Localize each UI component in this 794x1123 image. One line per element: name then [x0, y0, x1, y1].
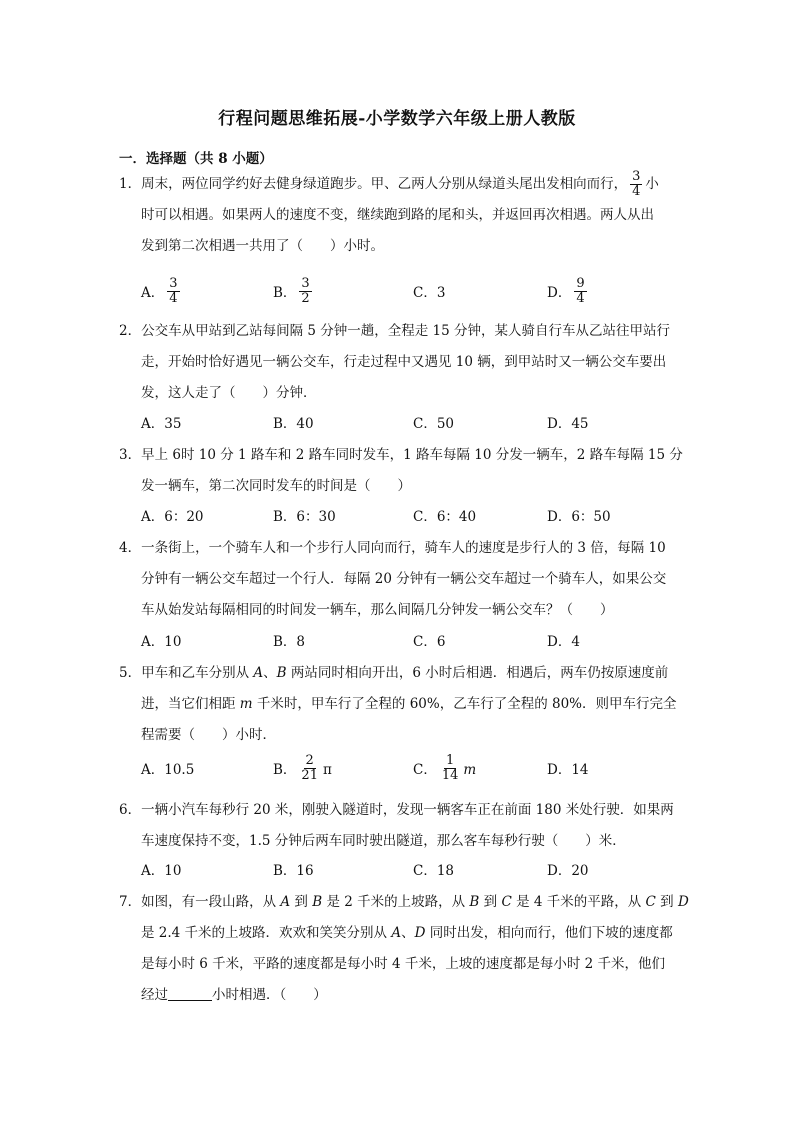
question-1-line-1: 1．周末，两位同学约好去健身绿道跑步。甲、乙两人分别从绿道头尾出发相向而行， $\frac{3}{4}$ 小 — [119, 169, 659, 199]
question-4-line-1: 4．一条街上，一个骑车人和一个步行人同向而行，骑车人的速度是步行人的 3 倍，每隔 10 — [119, 540, 666, 556]
option-d[interactable]: D．20 — [547, 863, 589, 879]
option-d[interactable]: D．4 — [547, 634, 580, 650]
question-2-line-1: 2．公交车从甲站到乙站每间隔 5 分钟一趟，全程走 15 分钟，某人骑自行车从乙站往甲站行 — [119, 323, 671, 339]
question-5-line-1: 5．甲车和乙车分别从 A、B 两站同时相向开出，6 小时后相遇．相遇后，两车仍按原速度前 — [119, 665, 669, 681]
question-7-line-1: 7．如图，有一段山路，从 A 到 B 是 2 千米的上坡路，从 B 到 C 是 4 千米的平路，从 C 到 D — [119, 894, 689, 910]
question-1-line-2: 时可以相遇。如果两人的速度不变，继续跑到路的尾和头，并返回再次相遇。两人从出 — [141, 207, 654, 223]
question-7 — [119, 887, 689, 1011]
option-b[interactable]: B．8 — [273, 634, 306, 650]
question-1-line-3: 发到第二次相遇一共用了（ ）小时。 — [141, 238, 384, 254]
option-a[interactable]: A．10.5 — [141, 762, 195, 778]
question-6 — [119, 795, 685, 857]
question-7-line-3: 是每小时 6 千米，平路的速度都是每小时 4 千米，上坡的速度都是每小时 2 千米，他们 — [141, 956, 666, 972]
answer-blank[interactable] — [168, 984, 212, 1001]
option-a[interactable]: A． $\frac{3}{4}$ — [141, 276, 178, 306]
question-5-line-3: 程需要（ ）小时． — [141, 727, 276, 743]
question-3-line-1: 3．早上 6时 10 分 1 路车和 2 路车同时发车，1 路车每隔 10 分发一辆车，2 路车每隔 15 分 — [119, 447, 683, 463]
question-5-line-2: 进，当它们相距 m 千米时，甲车行了全程的 60%，乙车行了全程的 80%．则甲车行完全 — [141, 696, 677, 712]
option-b[interactable]: B．40 — [273, 416, 314, 432]
question-2-line-2: 走，开始时恰好遇见一辆公交车，行走过程中又遇见 10 辆，到甲站时又一辆公交车要出 — [141, 354, 667, 370]
option-a[interactable]: A．10 — [141, 863, 182, 879]
option-c[interactable]: C．3 — [413, 285, 446, 301]
question-7-line-2: 是 2.4 千米的上坡路．欢欢和笑笑分别从 A、D 同时出发，相向而行，他们下坡的速度都 — [141, 925, 673, 941]
question-3-line-2: 发一辆车，第二次同时发车的时间是（ ） — [141, 478, 411, 494]
option-c[interactable]: C．50 — [413, 416, 455, 432]
page-title: 行程问题思维拓展-小学数学六年级上册人教版 — [218, 109, 576, 129]
option-c[interactable]: C．6 — [413, 634, 446, 650]
option-c[interactable]: C．6：40 — [413, 509, 477, 525]
option-b[interactable]: B．6：30 — [273, 509, 336, 525]
question-2-line-3: 发，这人走了（ ）分钟． — [141, 385, 317, 401]
question-4-line-3: 车从始发站每隔相同的时间发一辆车，那么间隔几分钟发一辆公交车？（ ） — [141, 602, 614, 618]
option-b[interactable]: B．16 — [273, 863, 314, 879]
question-4 — [119, 533, 685, 626]
fraction: $\frac{9}{4}$ — [576, 276, 585, 306]
question-7-line-4: 经过 小时相遇．（ ） — [119, 980, 685, 1011]
option-b[interactable]: B． $\frac{3}{2}$ — [273, 276, 310, 306]
question-6-line-1: 6．一辆小汽车每秒行 20 米，刚驶入隧道时，发现一辆客车正在前面 180 米处行驶．如果两 — [119, 802, 674, 818]
fraction: $\frac{2}{21}$ — [301, 753, 318, 783]
question-3 — [119, 440, 685, 502]
fraction: $\frac{3}{4}$ — [169, 276, 178, 306]
option-c[interactable]: C． $\frac{1}{14}$ m — [413, 753, 477, 783]
section-heading: 一．选择题（共 8 小题） — [119, 151, 273, 167]
question-6-line-2: 车速度保持不变，1.5 分钟后两车同时驶出隧道，那么客车每秒行驶（ ）米． — [141, 833, 626, 849]
option-a[interactable]: A．10 — [141, 634, 182, 650]
fraction: $\frac{3}{2}$ — [301, 276, 310, 306]
option-a[interactable]: A．35 — [141, 416, 182, 432]
question-4-line-2: 分钟有一辆公交车超过一个行人．每隔 20 分钟有一辆公交车超过一个骑车人，如果公交 — [141, 571, 667, 587]
question-1 — [119, 169, 685, 262]
option-c[interactable]: C．18 — [413, 863, 455, 879]
option-d[interactable]: D．6：50 — [547, 509, 611, 525]
fraction: $\frac{1}{14}$ — [441, 753, 459, 783]
fraction: $\frac{3}{4}$ — [632, 169, 641, 199]
option-a[interactable]: A．6：20 — [141, 509, 204, 525]
option-b[interactable]: B． $\frac{2}{21}$ π — [273, 753, 332, 783]
question-2 — [119, 316, 685, 409]
option-d[interactable]: D．14 — [547, 762, 589, 778]
option-d[interactable]: D． $\frac{9}{4}$ — [547, 276, 585, 306]
option-d[interactable]: D．45 — [547, 416, 589, 432]
question-5 — [119, 658, 685, 751]
